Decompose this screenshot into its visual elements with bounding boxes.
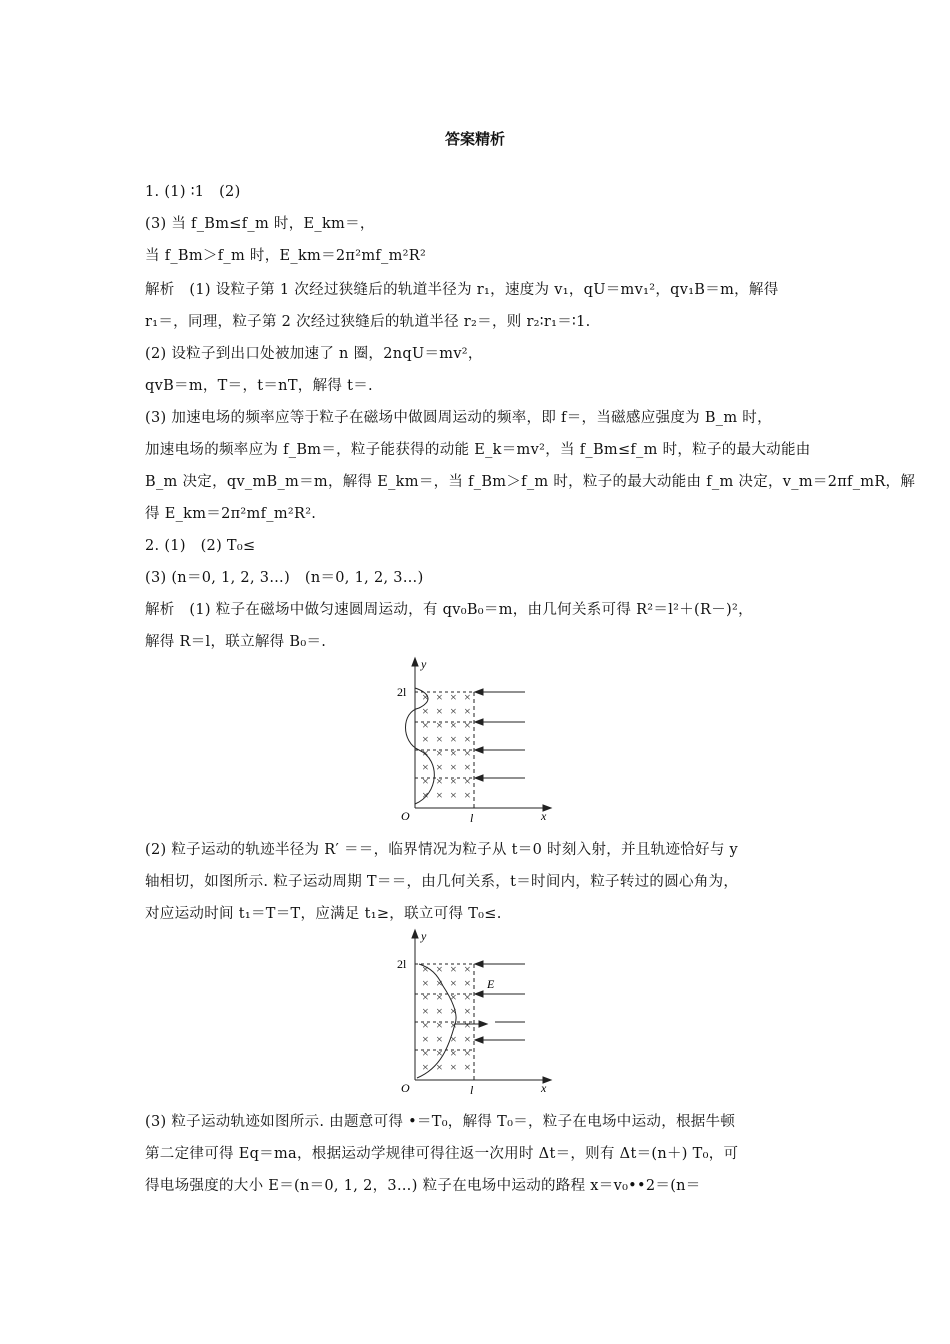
field-cross: ×	[450, 1046, 457, 1060]
field-cross: ×	[436, 704, 443, 718]
field-cross: ×	[464, 1046, 471, 1060]
field-cross: ×	[422, 690, 429, 704]
field-cross: ×	[436, 690, 443, 704]
field-cross: ×	[422, 1060, 429, 1074]
field-cross: ×	[450, 1004, 457, 1018]
field-cross: ×	[450, 1018, 457, 1032]
field-cross: ×	[436, 990, 443, 1004]
field-cross: ×	[450, 760, 457, 774]
analysis-line: 解析 (1) 设粒子第 1 次经过狭缝后的轨道半径为 r₁，速度为 v₁，qU＝mv₁²，qv₁B＝m，解得	[145, 282, 779, 298]
field-cross: ×	[422, 1046, 429, 1060]
field-cross: ×	[464, 774, 471, 788]
answer-line: (3) 当 f_Bm≤f_m 时，E_km＝，	[145, 216, 375, 232]
x-axis-label: x	[541, 809, 547, 823]
analysis-line: qvB＝m，T＝，t＝nT，解得 t＝.	[145, 378, 373, 394]
answer-line: (3) (n＝0, 1, 2, 3…) (n＝0, 1, 2, 3…)	[145, 570, 424, 586]
field-cross: ×	[450, 1060, 457, 1074]
field-cross: ×	[422, 760, 429, 774]
field-cross: ×	[422, 962, 429, 976]
field-cross: ×	[422, 746, 429, 760]
field-cross: ×	[450, 718, 457, 732]
field-cross: ×	[450, 1032, 457, 1046]
origin-label: O	[401, 1081, 410, 1095]
field-cross: ×	[450, 704, 457, 718]
analysis-line: (3) 粒子运动轨迹如图所示. 由题意可得 •＝T₀，解得 T₀＝，粒子在电场中运动，根据牛顿	[145, 1114, 736, 1130]
answer-line: 当 f_Bm＞f_m 时，E_km＝2π²mf_m²R²	[145, 248, 427, 264]
origin-label: O	[401, 809, 410, 823]
field-cross: ×	[464, 990, 471, 1004]
field-cross: ×	[422, 704, 429, 718]
field-cross: ×	[436, 962, 443, 976]
analysis-line: (2) 粒子运动的轨迹半径为 R′ ＝＝，临界情况为粒子从 t＝0 时刻入射，并且轨迹恰好与 y	[145, 842, 739, 858]
field-cross: ×	[436, 732, 443, 746]
answer-line: 1. (1) ∶1 (2)	[145, 184, 241, 200]
field-cross: ×	[464, 732, 471, 746]
field-cross: ×	[436, 1032, 443, 1046]
field-cross: ×	[450, 976, 457, 990]
answer-line: 2. (1) (2) T₀≤	[145, 538, 256, 554]
field-cross: ×	[422, 990, 429, 1004]
field-cross: ×	[450, 774, 457, 788]
field-label: E	[487, 977, 495, 991]
field-cross: ×	[464, 788, 471, 802]
analysis-line: 轴相切，如图所示. 粒子运动周期 T＝＝，由几何关系，t＝时间内，粒子转过的圆心角为，	[145, 874, 739, 890]
field-cross: ×	[436, 1060, 443, 1074]
field-cross: ×	[436, 976, 443, 990]
top-tick-label: 2l	[397, 957, 407, 971]
field-cross: ×	[436, 760, 443, 774]
figure-1	[395, 656, 565, 824]
field-cross: ×	[450, 990, 457, 1004]
analysis-line: 加速电场的频率应为 f_Bm＝，粒子能获得的动能 E_k＝mv²，当 f_Bm≤f_m 时，粒子的最大动能由	[145, 442, 811, 458]
field-cross: ×	[422, 788, 429, 802]
analysis-line: B_m 决定，qv_mB_m＝m，解得 E_km＝，当 f_Bm＞f_m 时，粒子的最大动能由 f_m 决定，v_m＝2πf_mR，解	[145, 474, 916, 490]
field-cross: ×	[422, 1032, 429, 1046]
field-cross: ×	[450, 746, 457, 760]
l-tick-label: l	[470, 811, 474, 824]
l-tick-label: l	[470, 1083, 474, 1096]
field-cross: ×	[450, 962, 457, 976]
field-cross: ×	[450, 788, 457, 802]
field-cross: ×	[464, 746, 471, 760]
field-cross: ×	[436, 1046, 443, 1060]
field-cross: ×	[464, 962, 471, 976]
field-cross: ×	[464, 760, 471, 774]
field-cross: ×	[436, 788, 443, 802]
field-cross: ×	[464, 718, 471, 732]
field-cross: ×	[464, 690, 471, 704]
analysis-line: 解得 R＝l，联立解得 B₀＝.	[145, 634, 327, 650]
field-cross: ×	[464, 1060, 471, 1074]
field-cross: ×	[422, 718, 429, 732]
analysis-line: 解析 (1) 粒子在磁场中做匀速圆周运动，有 qv₀B₀＝m，由几何关系可得 R²＝l²＋(R－)²，	[145, 602, 753, 618]
field-cross: ×	[422, 976, 429, 990]
field-cross: ×	[464, 704, 471, 718]
field-cross: ×	[436, 746, 443, 760]
field-cross: ×	[422, 774, 429, 788]
analysis-line: r₁＝，同理，粒子第 2 次经过狭缝后的轨道半径 r₂＝，则 r₂∶r₁＝∶1.	[145, 314, 591, 330]
field-cross: ×	[436, 1018, 443, 1032]
analysis-line: 对应运动时间 t₁＝T＝T，应满足 t₁≥，联立可得 T₀≤.	[145, 906, 502, 922]
field-cross: ×	[436, 774, 443, 788]
analysis-line: 得 E_km＝2π²mf_m²R².	[145, 506, 317, 522]
analysis-line: 得电场强度的大小 E＝(n＝0, 1, 2，3…) 粒子在电场中运动的路程 x＝v₀••2＝(n＝	[145, 1178, 701, 1194]
page-title: 答案精析	[444, 130, 505, 148]
field-cross: ×	[422, 1018, 429, 1032]
y-axis-label: y	[421, 657, 427, 671]
analysis-line: (3) 加速电场的频率应等于粒子在磁场中做圆周运动的频率，即 f＝，当磁感应强度为 B_m 时，	[145, 410, 772, 426]
field-cross: ×	[436, 718, 443, 732]
field-cross: ×	[464, 1018, 471, 1032]
field-cross: ×	[450, 732, 457, 746]
analysis-line: 第二定律可得 Eq＝ma，根据运动学规律可得往返一次用时 Δt＝，则有 Δt＝(n＋) T₀，可	[145, 1146, 739, 1162]
field-cross: ×	[464, 1004, 471, 1018]
figure-2	[395, 928, 565, 1096]
field-cross: ×	[436, 1004, 443, 1018]
field-cross: ×	[464, 1032, 471, 1046]
field-cross: ×	[422, 1004, 429, 1018]
field-cross: ×	[422, 732, 429, 746]
top-tick-label: 2l	[397, 685, 407, 699]
y-axis-label: y	[421, 929, 427, 943]
field-cross: ×	[464, 976, 471, 990]
field-cross: ×	[450, 690, 457, 704]
x-axis-label: x	[541, 1081, 547, 1095]
analysis-line: (2) 设粒子到出口处被加速了 n 圈，2nqU＝mv²，	[145, 346, 483, 362]
